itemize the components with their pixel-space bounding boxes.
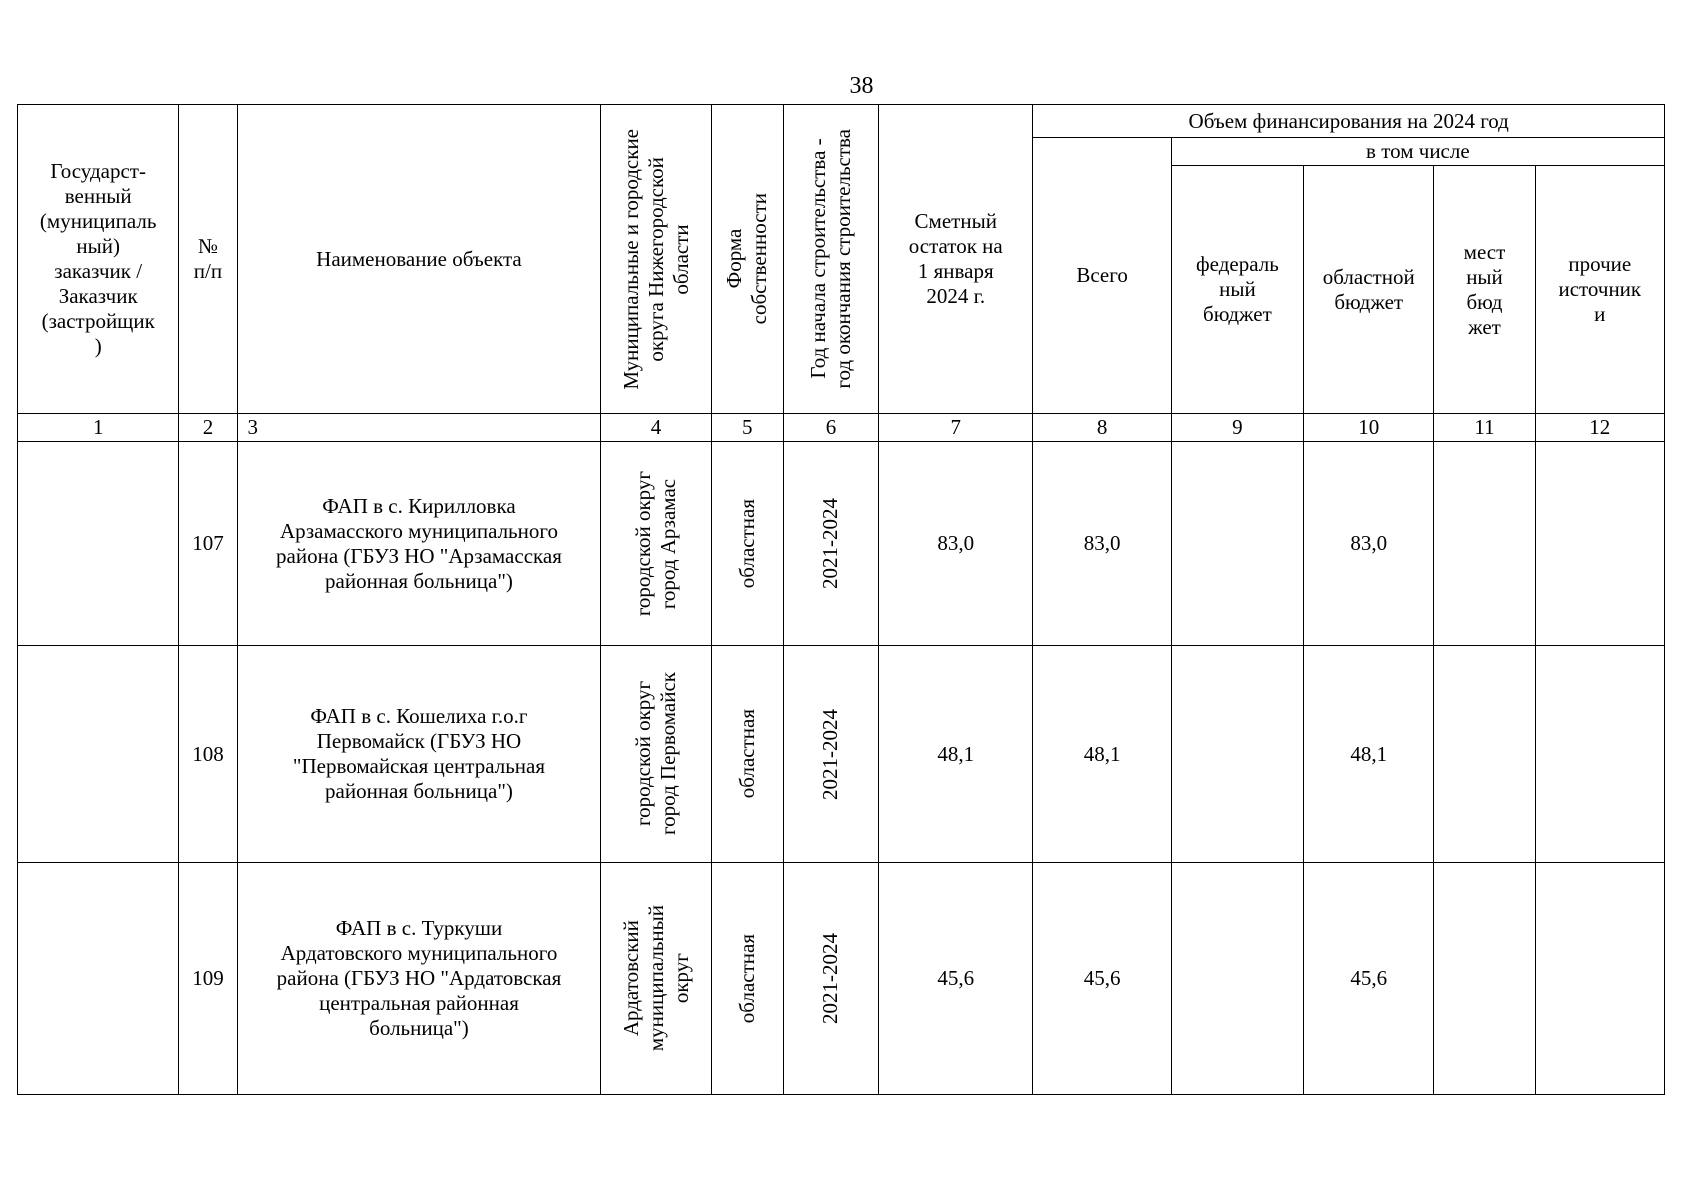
column-number: 2 <box>179 414 237 442</box>
header-customer: Государст- венный (муниципаль ный) заказчик / Заказчик (застройщик ) <box>18 105 179 414</box>
cell-local <box>1434 442 1535 646</box>
column-number: 10 <box>1304 414 1434 442</box>
cell-years: 2021-2024 <box>783 442 878 646</box>
header-regional: областной бюджет <box>1304 166 1434 414</box>
header-total: Всего <box>1033 138 1171 414</box>
header-other: прочие источник и <box>1535 166 1664 414</box>
column-number: 5 <box>711 414 783 442</box>
cell-regional: 48,1 <box>1304 646 1434 863</box>
header-including: в том числе <box>1171 138 1664 166</box>
table-row <box>18 863 1665 1095</box>
column-number: 1 <box>18 414 179 442</box>
header-estimate-balance: Сметный остаток на 1 января 2024 г. <box>879 105 1033 414</box>
cell-object-name: ФАП в с. Кошелиха г.о.г Первомайск (ГБУЗ НО "Первомайская центральная районная больница") <box>237 646 601 863</box>
header-municipality: Муниципальные и городские округа Нижегородской области <box>601 105 711 414</box>
column-number: 4 <box>601 414 711 442</box>
cell-total: 45,6 <box>1033 863 1171 1095</box>
cell-object-name: ФАП в с. Кирилловка Арзамасского муниципального района (ГБУЗ НО "Арзамасская районная больница") <box>237 442 601 646</box>
column-number: 7 <box>879 414 1033 442</box>
cell-number: 107 <box>179 442 237 646</box>
header-financing-title: Объем финансирования на 2024 год <box>1033 105 1665 138</box>
cell-customer <box>18 442 179 646</box>
cell-estimate: 83,0 <box>879 442 1033 646</box>
cell-years: 2021-2024 <box>783 863 878 1095</box>
cell-other <box>1535 442 1664 646</box>
cell-local <box>1434 646 1535 863</box>
cell-other <box>1535 646 1664 863</box>
cell-estimate: 48,1 <box>879 646 1033 863</box>
cell-object-name: ФАП в с. Туркуши Ардатовского муниципального района (ГБУЗ НО "Ардатовская центральная районная больница") <box>237 863 601 1095</box>
cell-municipality: городской округ город Арзамас <box>601 442 711 646</box>
column-number: 6 <box>783 414 878 442</box>
cell-municipality: городской округ город Первомайск <box>601 646 711 863</box>
header-ownership: Форма собственности <box>711 105 783 414</box>
column-number: 12 <box>1535 414 1664 442</box>
header-number: № п/п <box>179 105 237 414</box>
cell-number: 109 <box>179 863 237 1095</box>
header-local: мест ный бюд жет <box>1434 166 1535 414</box>
cell-years: 2021-2024 <box>783 646 878 863</box>
cell-federal <box>1171 646 1303 863</box>
page-number: 38 <box>849 73 874 99</box>
table-row <box>18 646 1665 863</box>
header-object-name: Наименование объекта <box>237 105 601 414</box>
column-number: 9 <box>1171 414 1303 442</box>
cell-total: 48,1 <box>1033 646 1171 863</box>
table-row <box>18 442 1665 646</box>
cell-regional: 83,0 <box>1304 442 1434 646</box>
cell-federal <box>1171 442 1303 646</box>
cell-federal <box>1171 863 1303 1095</box>
column-number: 8 <box>1033 414 1171 442</box>
cell-customer <box>18 863 179 1095</box>
column-number: 11 <box>1434 414 1535 442</box>
cell-other <box>1535 863 1664 1095</box>
cell-customer <box>18 646 179 863</box>
column-number-row <box>18 414 1665 442</box>
cell-ownership: областная <box>711 442 783 646</box>
cell-estimate: 45,6 <box>879 863 1033 1095</box>
cell-number: 108 <box>179 646 237 863</box>
cell-local <box>1434 863 1535 1095</box>
column-number: 3 <box>237 414 601 442</box>
header-years: Год начала строительства - год окончания строительства <box>783 105 878 414</box>
cell-total: 83,0 <box>1033 442 1171 646</box>
cell-regional: 45,6 <box>1304 863 1434 1095</box>
cell-ownership: областная <box>711 863 783 1095</box>
construction-financing-table <box>17 104 1665 1095</box>
cell-ownership: областная <box>711 646 783 863</box>
header-federal: федераль ный бюджет <box>1171 166 1303 414</box>
cell-municipality: Ардатовский муниципальный округ <box>601 863 711 1095</box>
